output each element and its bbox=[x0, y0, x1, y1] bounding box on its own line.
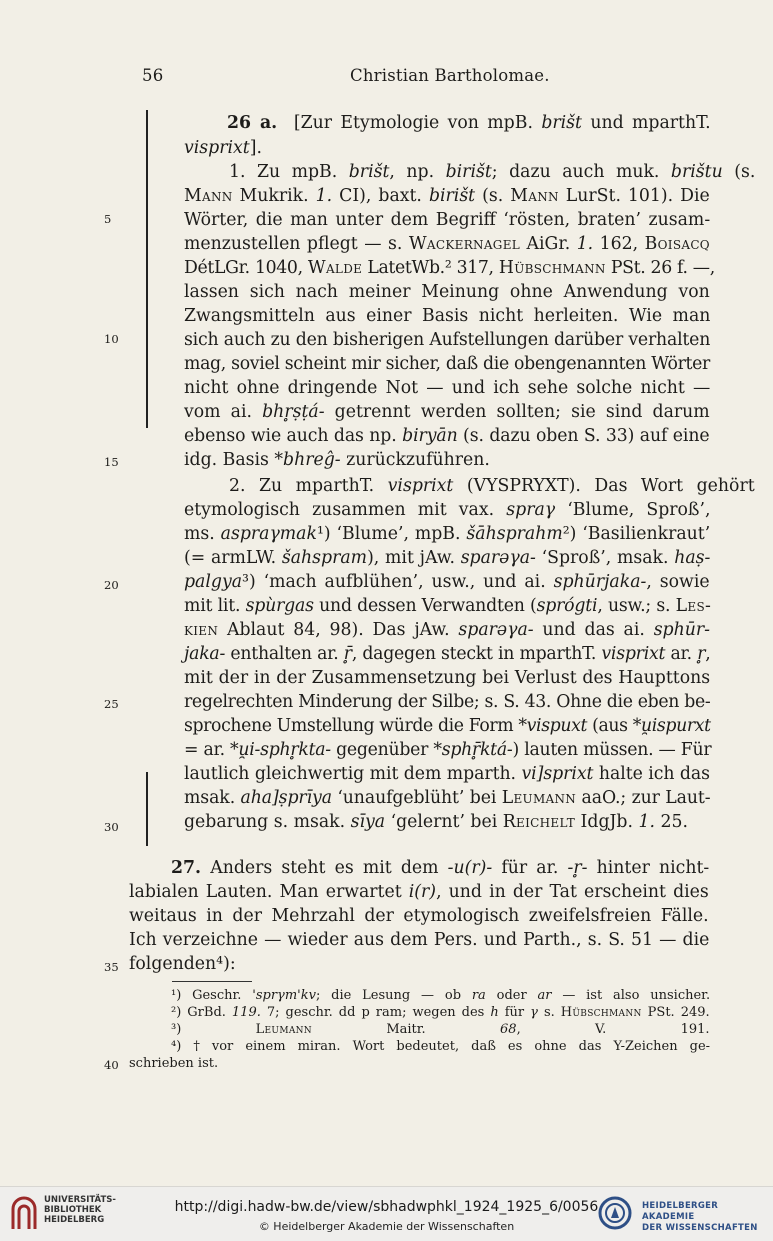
text-line: 27. Anders steht es mit dem -u(r)- für ar. -r̥- hinter nicht- bbox=[171, 858, 710, 878]
line-number: 20 bbox=[104, 578, 119, 592]
text-line: msak. aha]ṣprīya ‘unaufgeblüht’ bei Leumann aaO.; zur Laut- bbox=[184, 788, 711, 808]
footnote-rule bbox=[172, 981, 252, 982]
text-line: weitaus in der Mehrzahl der etymologisch zweifelsfreien Fälle. bbox=[129, 906, 709, 926]
text-line: Ich verzeichne — wieder aus dem Pers. und Parth., s. S. 51 — die bbox=[129, 930, 710, 950]
text-line: = ar. *u̯i-sphr̥kta- gegenüber *sphr̥̄ktá-) lauten müssen. — Für bbox=[184, 740, 712, 760]
text-line: (= armLW. šahspram), mit jAw. sparəγa- ‘Sproß’, msak. haṣ- bbox=[184, 548, 711, 568]
text-line: Wörter, die man unter dem Begriff ‘rösten, braten’ zusam- bbox=[184, 210, 711, 230]
line-number: 40 bbox=[104, 1058, 119, 1072]
text-line: palgya³) ‘mach aufblühen’, usw., und ai. sphūrjaka-, sowie bbox=[184, 572, 710, 592]
text-line: menzustellen pflegt — s. Wackernagel AiGr. 1. 162, Boisacq bbox=[184, 234, 710, 254]
text-line: etymologisch zusammen mit vax. spraγ ‘Blume, Sproß’, bbox=[184, 500, 711, 520]
margin-bar-1 bbox=[146, 110, 148, 428]
uni-line-2: BIBLIOTHEK bbox=[44, 1205, 102, 1215]
line-number: 15 bbox=[104, 455, 119, 469]
line-number: 30 bbox=[104, 820, 119, 834]
text-line: mit der in der Zusammensetzung bei Verlust des Haupttons bbox=[184, 668, 711, 688]
copyright-notice: © Heidelberger Akademie der Wissenschaften bbox=[258, 1220, 515, 1233]
line-number: 5 bbox=[104, 212, 112, 226]
line-number: 35 bbox=[104, 960, 119, 974]
academy-line-2: DER WISSENSCHAFTEN bbox=[642, 1223, 758, 1233]
uni-line-1: UNIVERSITÄTS- bbox=[44, 1195, 116, 1205]
text-line: visprixt]. bbox=[184, 138, 262, 158]
text-line: kien Ablaut 84, 98). Das jAw. sparəγa- und das ai. sphūr- bbox=[184, 620, 710, 640]
page-header bbox=[0, 66, 773, 90]
permalink[interactable]: http://digi.hadw-bw.de/view/sbhadwphkl_1924_1925_6/0056 bbox=[174, 1199, 599, 1215]
footnote: ⁴) † vor einem miran. Wort bedeutet, daß es ohne das Y-Zeichen ge- bbox=[171, 1039, 711, 1054]
text-line: lassen sich nach meiner Meinung ohne Anwendung von bbox=[184, 282, 710, 302]
text-line: lautlich gleichwertig mit dem mparth. vi]sprixt halte ich das bbox=[184, 764, 710, 784]
text-line: regelrechten Minderung der Silbe; s. S. 43. Ohne die eben be- bbox=[184, 692, 711, 712]
text-line: Zwangsmitteln aus einer Basis nicht herleiten. Wie man bbox=[184, 306, 711, 326]
footnote: schrieben ist. bbox=[129, 1056, 219, 1071]
text-line: jaka- enthalten ar. r̥̄, dagegen steckt in mparthT. visprixt ar. r̥, bbox=[184, 644, 711, 664]
text-line: vom ai. bhr̥ṣṭá- getrennt werden sollten; sie sind darum bbox=[184, 402, 710, 422]
page-number: 56 bbox=[142, 66, 164, 85]
text-line: mit lit. spùrgas und dessen Verwandten (sprógti, usw.; s. Les- bbox=[184, 596, 712, 616]
text-line: nicht ohne dringende Not — und ich sehe solche nicht — bbox=[184, 378, 711, 398]
text-line: ebenso wie auch das np. biryān (s. dazu oben S. 33) auf eine bbox=[184, 426, 710, 446]
text-line: DétLGr. 1040, Walde LatetWb.² 317, Hübschmann PSt. 26 f. —, bbox=[184, 258, 715, 278]
text-line: 26 a. [Zur Etymologie von mpB. brišt und mparthT. bbox=[227, 113, 711, 133]
margin-bar-2 bbox=[146, 772, 148, 846]
viewer-footer bbox=[0, 1186, 773, 1241]
text-line: ms. aspraγmak¹) ‘Blume’, mpB. šāhsprahm²) ‘Basilienkraut’ bbox=[184, 524, 711, 544]
footnote: ²) GrBd. 119. 7; geschr. dd p ram; wegen des h für γ s. Hübschmann PSt. 249. bbox=[171, 1005, 710, 1020]
text-line: folgenden⁴): bbox=[129, 954, 236, 974]
academy-seal-icon bbox=[598, 1196, 632, 1230]
line-number: 25 bbox=[104, 697, 119, 711]
text-line: 2. Zu mparthT. visprixt (VYSPRYXT). Das Wort gehört bbox=[229, 476, 755, 496]
uni-line-3: HEIDELBERG bbox=[44, 1215, 105, 1225]
academy-label bbox=[642, 1201, 773, 1234]
academy-line-1: HEIDELBERGER AKADEMIE bbox=[642, 1201, 719, 1222]
text-line: gebarung s. msak. sīya ‘gelernt’ bei Reichelt IdgJb. 1. 25. bbox=[184, 812, 688, 832]
running-title: Christian Bartholomae. bbox=[350, 66, 550, 85]
text-line: sprochene Umstellung würde die Form *vispuxt (aus *u̯ispurxt bbox=[184, 716, 711, 736]
text-line: Mann Mukrik. 1. CI), baxt. birišt (s. Mann LurSt. 101). Die bbox=[184, 186, 710, 206]
text-line: 1. Zu mpB. brišt, np. birišt; dazu auch muk. brištu (s. bbox=[229, 162, 756, 182]
footnote: ¹) Geschr. 'sprγm'kv; die Lesung — ob ra oder ar — ist also unsicher. bbox=[171, 988, 711, 1003]
text-line: labialen Lauten. Man erwartet i(r), und in der Tat erscheint dies bbox=[129, 882, 709, 902]
text-line: sich auch zu den bisherigen Aufstellungen darüber verhalten bbox=[184, 330, 711, 350]
footnote: ³) Leumann Maitr. 68, V. 191. bbox=[171, 1022, 710, 1037]
text-line: mag, soviel scheint mir sicher, daß die obengenannten Wörter bbox=[184, 354, 710, 374]
line-number: 10 bbox=[104, 332, 119, 346]
text-line: idg. Basis *bhreĝ- zurückzuführen. bbox=[184, 450, 490, 470]
